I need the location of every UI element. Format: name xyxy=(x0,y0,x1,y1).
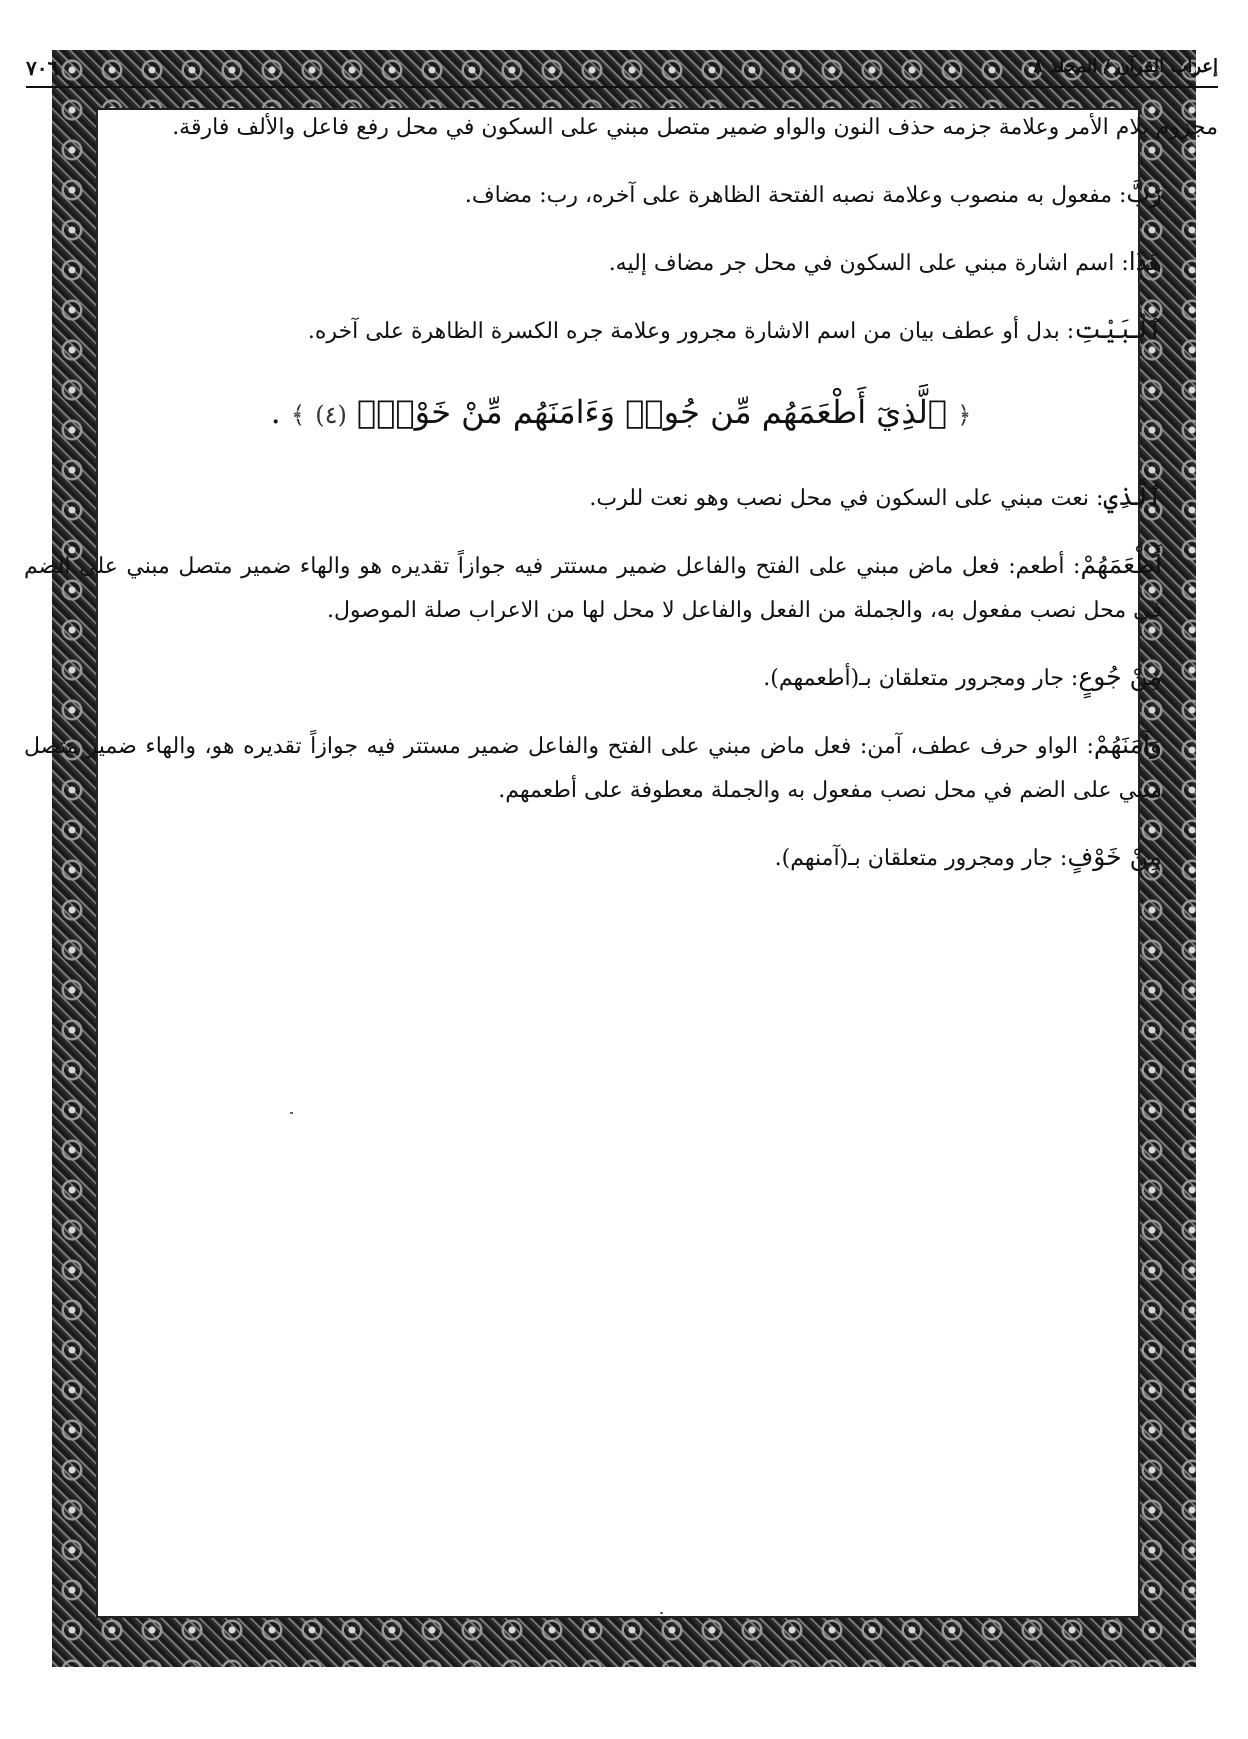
running-head: إعراب القرآن / المجلد ٨ xyxy=(1033,56,1218,77)
entry-term: ٱلْبَيْتِ xyxy=(1074,315,1162,344)
entry-text: : اسم اشارة مبني على السكون في محل جر مضاف إليه. xyxy=(608,251,1129,276)
entry-atamahum xyxy=(24,543,1218,633)
entry-albayt xyxy=(24,308,1218,354)
verse-text: ٱلَّذِيٓ أَطْعَمَهُم مِّن جُوعٖ وَءَامَنَهُم مِّنْ خَوْفِۭ xyxy=(357,393,948,431)
entry-term: مِنْ خَوْفٍ xyxy=(1067,842,1162,871)
verse-close-bracket: ﴾ xyxy=(291,401,306,429)
entry-min-khawf xyxy=(24,835,1218,881)
entry-text: : مفعول به منصوب وعلامة نصبه الفتحة الظاهرة على آخره، رب: مضاف. xyxy=(464,183,1127,208)
entry-text: : جار ومجرور متعلقان بـ(أطعمهم). xyxy=(763,666,1079,691)
entry-term: هَذَا xyxy=(1128,247,1162,276)
paragraph-continuation xyxy=(24,106,1218,150)
entry-hadha xyxy=(24,240,1218,286)
entry-text: : الواو حرف عطف، آمن: فعل ماض مبني على الفتح والفاعل ضمير مستتر فيه جوازاً تقديره هو، والهاء ضمير متصل مبني على الضم في محل نصب مفعول به والجملة معطوفة على أطعمهم. xyxy=(24,734,1162,803)
scan-speck xyxy=(660,1612,663,1614)
entry-text: : جار ومجرور متعلقان بـ(آمنهم). xyxy=(774,846,1068,871)
entry-rabb xyxy=(24,172,1218,218)
ayah-number-marker: (٤) xyxy=(315,401,347,429)
entry-wa-amanahum xyxy=(24,723,1218,813)
scan-speck xyxy=(290,1112,293,1114)
entry-term: ٱلَّذِي xyxy=(1103,482,1162,511)
quran-verse xyxy=(24,384,1218,443)
paragraph-text: مجزوم بلام الأمر وعلامة جزمه حذف النون والواو ضمير متصل مبني على السكون في محل رفع فاعل والألف فارقة. xyxy=(172,115,1218,140)
verse-end-mark: . xyxy=(270,393,281,431)
entry-term: مِنْ جُوعٍ xyxy=(1078,662,1162,691)
entry-min-ju xyxy=(24,655,1218,701)
entry-text: : بدل أو عطف بيان من اسم الاشارة مجرور وعلامة جره الكسرة الظاهرة على آخره. xyxy=(307,319,1075,344)
entry-term: رَبَّ xyxy=(1126,179,1162,208)
verse-open-bracket: ﴿ xyxy=(957,401,972,429)
entry-text: : نعت مبني على السكون في محل نصب وهو نعت للرب. xyxy=(589,486,1104,511)
entry-alladhi xyxy=(24,475,1218,521)
page-header xyxy=(26,56,1218,88)
page-number: ٧٠٦ xyxy=(26,56,59,80)
entry-term: أَطْعَمَهُمْ xyxy=(1080,550,1162,579)
ayah-number: ٤ xyxy=(324,401,338,429)
entry-term: وَآمَنَهُمْ xyxy=(1093,730,1162,759)
entry-text: : أطعم: فعل ماض مبني على الفتح والفاعل ضمير مستتر فيه جوازاً تقديره هو والهاء ضمير متصل مبني على الضم في محل نصب مفعول به، والجملة من الفعل والفاعل لا محل لها من الاعراب صلة الموصول. xyxy=(24,554,1162,623)
page-body xyxy=(24,106,1218,903)
